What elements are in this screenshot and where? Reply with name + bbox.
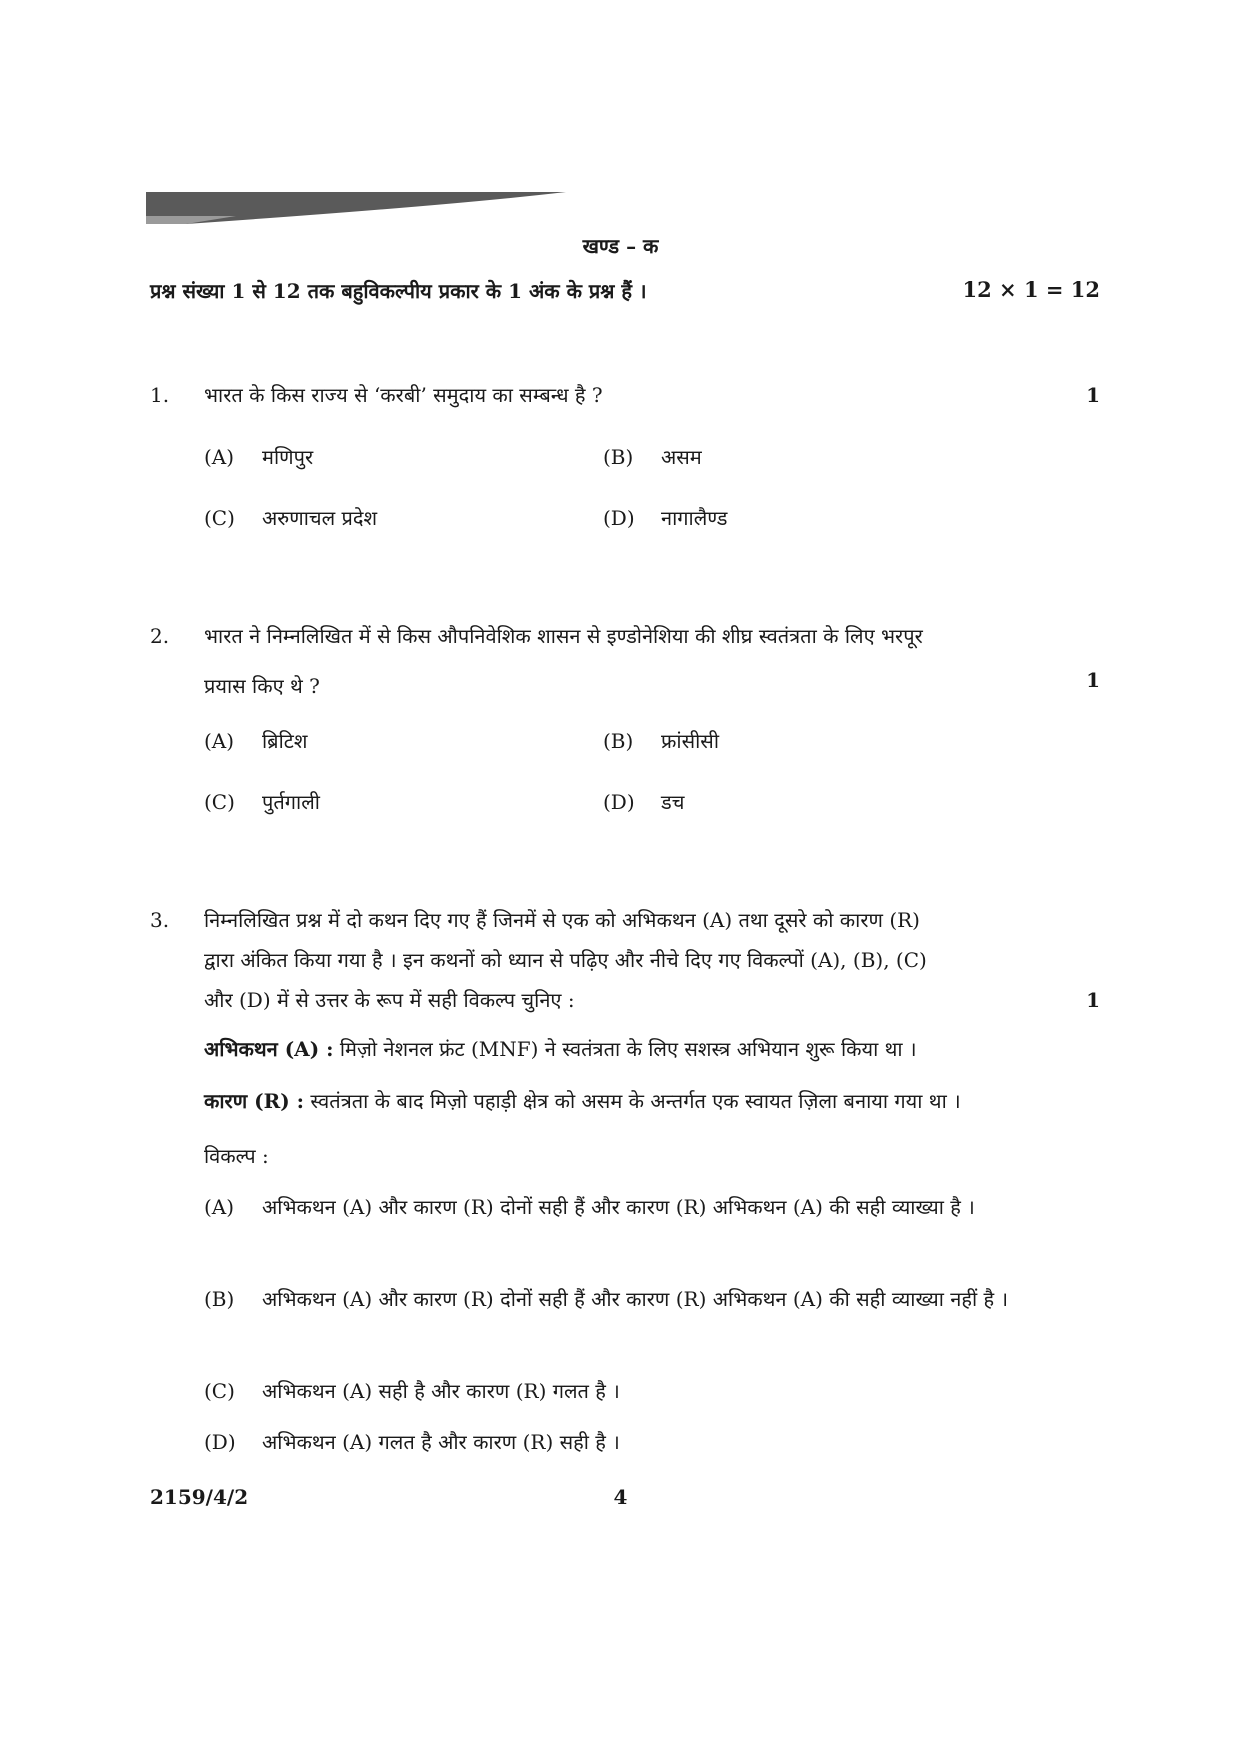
section-instruction: प्रश्न संख्या 1 से 12 तक बहुविकल्पीय प्रकार के 1 अंक के प्रश्न हैं । <box>150 279 647 303</box>
option-c <box>204 1372 1064 1410</box>
option-b <box>603 727 719 754</box>
option-d <box>603 504 727 531</box>
option-label: (A) <box>204 1195 235 1219</box>
option-d <box>603 788 684 815</box>
option-a <box>204 727 307 754</box>
option-label: (B) <box>603 445 634 469</box>
option-text: अभिकथन (A) और कारण (R) दोनों सही हैं और कारण (R) अभिकथन (A) की सही व्याख्या नहीं है । <box>262 1287 1009 1311</box>
option-label: (A) <box>204 729 235 753</box>
assertion-label: अभिकथन (A) : <box>204 1037 334 1061</box>
option-text: अरुणाचल प्रदेश <box>262 506 378 530</box>
option-text: ब्रिटिश <box>262 729 308 753</box>
option-text: असम <box>661 445 702 469</box>
option-text: अभिकथन (A) और कारण (R) दोनों सही हैं और कारण (R) अभिकथन (A) की सही व्याख्या है । <box>262 1195 975 1219</box>
option-a <box>204 443 313 470</box>
section-title: खण्ड – क <box>582 234 659 258</box>
page-number: 4 <box>613 1485 628 1509</box>
option-a <box>204 1188 1064 1226</box>
option-b <box>204 1280 1064 1318</box>
assertion <box>204 1035 917 1062</box>
question-text-line-1: निम्नलिखित प्रश्न में दो कथन दिए गए हैं जिनमें से एक को अभिकथन (A) तथा दूसरे को कारण (R) <box>204 908 920 932</box>
option-text: डच <box>661 790 685 814</box>
header-decoration <box>146 188 566 226</box>
question-marks: 1 <box>1086 668 1100 692</box>
question-number: 1. <box>150 383 170 407</box>
question-number: 2. <box>150 624 170 648</box>
option-c <box>204 504 377 531</box>
option-text: फ्रांसीसी <box>661 729 719 753</box>
option-label: (D) <box>204 1430 236 1454</box>
option-text: अभिकथन (A) सही है और कारण (R) गलत है । <box>262 1379 620 1403</box>
question-text-line-2: द्वारा अंकित किया गया है । इन कथनों को ध्यान से पढ़िए और नीचे दिए गए विकल्पों (A), (B), (C) <box>204 948 927 972</box>
option-label: (D) <box>603 790 635 814</box>
paper-code: 2159/4/2 <box>150 1485 249 1509</box>
option-text: नागालैण्ड <box>661 506 728 530</box>
section-marks: 12 × 1 = 12 <box>962 277 1100 302</box>
option-text: मणिपुर <box>262 445 314 469</box>
question-marks: 1 <box>1086 988 1100 1012</box>
option-label: (C) <box>204 1379 235 1403</box>
option-label: (C) <box>204 790 235 814</box>
question-text-line-2: प्रयास किए थे ? <box>204 674 320 698</box>
options-heading: विकल्प : <box>204 1144 269 1168</box>
question-text-line-3: और (D) में से उत्तर के रूप में सही विकल्प चुनिए : <box>204 988 575 1012</box>
option-text: अभिकथन (A) गलत है और कारण (R) सही है । <box>262 1430 620 1454</box>
option-label: (B) <box>204 1287 235 1311</box>
option-text: पुर्तगाली <box>262 790 320 814</box>
question-text: भारत के किस राज्य से ‘करबी’ समुदाय का सम्बन्ध है ? <box>204 383 603 407</box>
option-d <box>204 1423 1064 1461</box>
option-label: (A) <box>204 445 235 469</box>
question-number: 3. <box>150 908 170 932</box>
option-label: (B) <box>603 729 634 753</box>
reason-text: स्वतंत्रता के बाद मिज़ो पहाड़ी क्षेत्र को असम के अन्तर्गत एक स्वायत ज़िला बनाया गया था । <box>310 1089 961 1113</box>
option-label: (D) <box>603 506 635 530</box>
assertion-text: मिज़ो नेशनल फ्रंट (MNF) ने स्वतंत्रता के लिए सशस्त्र अभियान शुरू किया था । <box>339 1037 917 1061</box>
reason-label: कारण (R) : <box>204 1089 305 1113</box>
option-c <box>204 788 320 815</box>
question-marks: 1 <box>1086 383 1100 407</box>
question-text-line-1: भारत ने निम्नलिखित में से किस औपनिवेशिक शासन से इण्डोनेशिया की शीघ्र स्वतंत्रता के लिए भरपूर <box>204 624 923 648</box>
option-b <box>603 443 702 470</box>
reason <box>204 1087 961 1114</box>
option-label: (C) <box>204 506 235 530</box>
